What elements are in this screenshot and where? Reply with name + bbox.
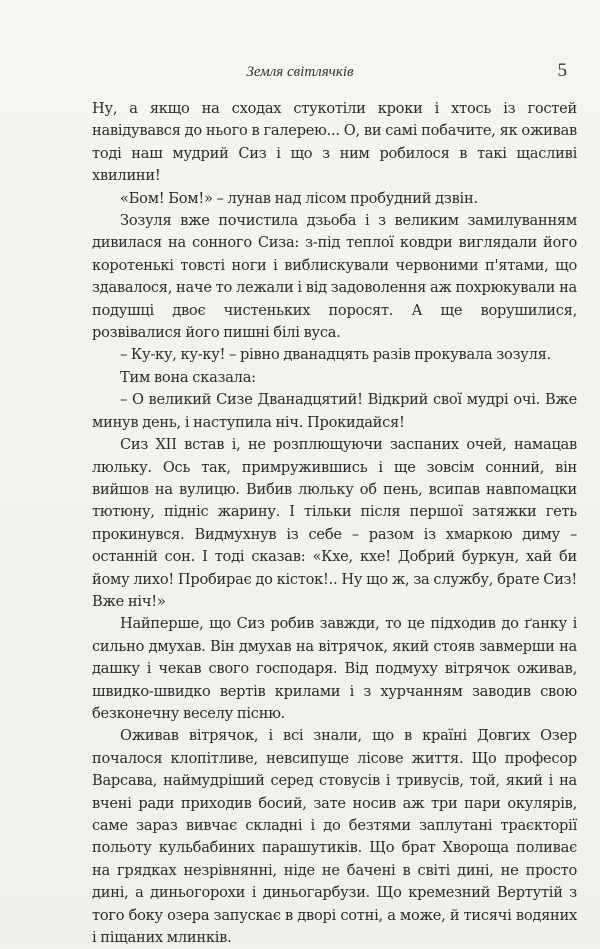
paragraph: Зозуля вже почистила дзьоба і з великим замилуванням дивилася на сонного Сиза: з-під теплої ковдри виглядали його коротенькі товсті ноги і виблискували червоними п'ятами, що здавалося, наче то лежали і від задоволення аж похрюкували на подушці двоє чистеньких поросят. А ще ворушилися, розвівалися його пишні білі вуса. — [92, 212, 577, 342]
paragraph: – Ку-ку, ку-ку! – рівно дванадцять разів прокувала зозуля. — [120, 346, 551, 364]
paragraph: Найперше, що Сиз робив завжди, то це підходив до ґанку і сильно дмухав. Він дмухав на вітрячок, який стояв завмерши на дашку і чекав свого господаря. Від подмуху вітрячок оживав, швидко-швидко вертів крилами і з хурчанням заводив свою безконечну веселу пісню. — [92, 615, 577, 722]
paragraph: Тим вона сказала: — [120, 368, 256, 386]
running-title: Земля світлячків — [246, 64, 354, 80]
paragraph: – О великий Сизе Дванадцятий! Відкрий свої мудрі очі. Вже минув день, і наступила ніч. Прокидайся! — [92, 391, 577, 431]
page-header — [0, 60, 600, 88]
paragraph: «Бом! Бом!» – лунав над лісом пробудний дзвін. — [120, 189, 478, 207]
page-number: 5 — [557, 60, 567, 81]
paragraph: Ну, а якщо на сходах стукотіли кроки і хтось із гостей навідувався до нього в галерею... О, ви самі побачите, як оживав тоді наш мудрий Сиз і що з ним робилося в такі щасливі хвилини! — [92, 100, 577, 185]
body-text — [92, 98, 577, 949]
paragraph: Оживав вітрячок, і всі знали, що в країні Довгих Озер почалося клопітливе, невсипуще лісове життя. Що професор Варсава, наймудріший серед стовусів і тривусів, той, який і на вчені ради приходив босий, зате носив аж три пари окулярів, саме зараз вивчає складні і до безтями заплутані траєкторії польоту кульбабиних парашутиків. Що брат Хвороща поливає на грядках незрівнянні, ніде не бачені в світі дині, не просто дині, а диньогорохи і диньогарбузи. Що кремезний Вертутій з того боку озера запускає в дворі сотні, а може, й тисячі водяних і піщаних млинків. — [92, 727, 577, 947]
paragraph: Сиз ХІІ встав і, не розплющуючи заспаних очей, намацав люльку. Ось так, примружившись і ще зовсім сонний, він вийшов на вулицю. Вибив люльку об пень, всипав навпомацки тютюну, підніс жарину. І тільки після першої затяжки геть прокинувся. Видмухнув із себе – разом із хмаркою диму – останній сон. І тоді сказав: «Кхе, кхе! Добрий буркун, хай би йому лихо! Пробирає до кісток!.. Ну що ж, за службу, брате Сиз! Вже ніч!» — [92, 436, 577, 610]
